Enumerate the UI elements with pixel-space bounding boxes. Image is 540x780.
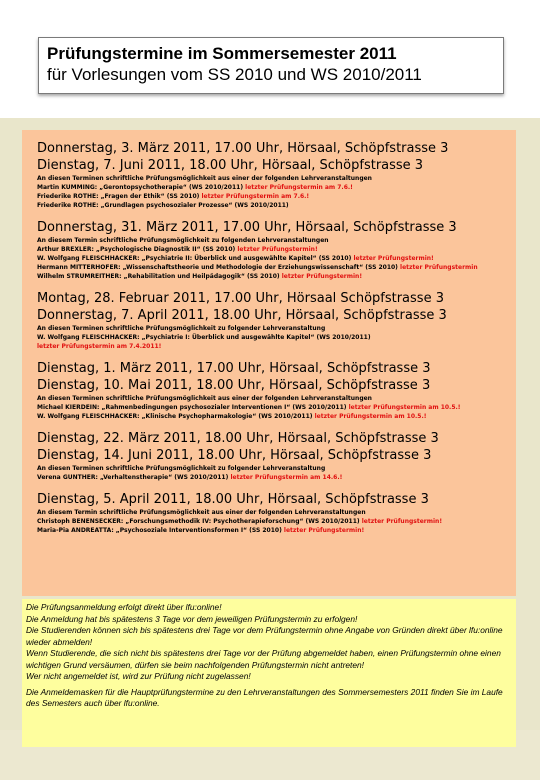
course-line — [37, 333, 516, 342]
course-text: Maria-Pia ANDREATTA: „Psychosoziale Interventionsformen I“ (SS 2010) — [37, 527, 284, 534]
exam-date: Dienstag, 10. Mai 2011, 18.00 Uhr, Hörsaal, Schöpfstrasse 3 — [37, 378, 431, 393]
exam-date: Donnerstag, 31. März 2011, 17.00 Uhr, Hörsaal, Schöpfstrasse 3 — [37, 220, 457, 235]
course-text: Arthur BREXLER: „Psychologische Diagnostik II“ (SS 2010) — [37, 246, 238, 253]
exam-date: Dienstag, 1. März 2011, 17.00 Uhr, Hörsaal, Schöpfstrasse 3 — [37, 361, 431, 376]
section-intro: An diesen Terminen schriftliche Prüfungsmöglichkeit aus einer der folgenden Lehrveranstaltungen — [37, 175, 372, 182]
exam-dates-box — [22, 130, 516, 596]
exam-date: Dienstag, 5. April 2011, 18.00 Uhr, Hörsaal, Schöpfstrasse 3 — [37, 492, 429, 507]
exam-date: Donnerstag, 7. April 2011, 18.00 Uhr, Hörsaal, Schöpfstrasse 3 — [37, 308, 447, 323]
section-intro: An diesem Termin schriftliche Prüfungsmöglichkeit aus einer der folgenden Lehrveranstaltungen — [37, 509, 366, 516]
last-exam-note: letzter Prüfungstermin am 10.5.! — [314, 413, 427, 420]
course-text: Friederike ROTHE: „Grundlagen psychosozialer Prozesse“ (WS 2010/2011) — [37, 202, 289, 209]
last-exam-note: letzter Prüfungstermin! — [237, 246, 318, 253]
exam-date: Donnerstag, 3. März 2011, 17.00 Uhr, Hörsaal, Schöpfstrasse 3 — [37, 141, 449, 156]
exam-date: Dienstag, 22. März 2011, 18.00 Uhr, Hörsaal, Schöpfstrasse 3 — [37, 431, 439, 446]
section-intro: An diesen Terminen schriftliche Prüfungsmöglichkeit zu folgender Lehrveranstaltung — [37, 465, 326, 472]
last-exam-note: letzter Prüfungstermin! — [361, 518, 443, 525]
course-line — [37, 263, 516, 272]
course-line — [37, 245, 516, 254]
course-line — [37, 517, 516, 526]
course-text: Wilhelm STRUMREITHER: „Rehabilitation und Heilpädagogik“ (SS 2010) — [37, 273, 282, 280]
course-line — [37, 403, 516, 412]
registration-notes — [22, 599, 516, 747]
exam-section — [37, 491, 516, 535]
last-exam-note: letzter Prüfungstermin — [400, 264, 478, 271]
course-line — [37, 183, 516, 192]
exam-date: Montag, 28. Februar 2011, 17.00 Uhr, Hörsaal Schöpfstrasse 3 — [37, 291, 444, 306]
course-line — [37, 342, 516, 351]
course-text: Hermann MITTERHOFER: „Wissenschaftstheorie und Methodologie der Erziehungswissenschaft“ (SS 2010) — [37, 264, 401, 271]
exam-section — [37, 360, 516, 421]
course-text: Christoph BENENSECKER: „Forschungsmethodik IV: Psychotherapieforschung“ (WS 2010/2011) — [37, 518, 362, 525]
last-exam-note: letzter Prüfungstermin am 7.4.2011! — [37, 343, 162, 350]
note-line: Wer nicht angemeldet ist, wird zur Prüfung nicht zugelassen! — [26, 671, 251, 681]
exam-section — [37, 290, 516, 351]
exam-section — [37, 219, 516, 281]
exam-date: Dienstag, 14. Juni 2011, 18.00 Uhr, Hörsaal, Schöpfstrasse 3 — [37, 448, 432, 463]
course-line — [37, 272, 516, 281]
exam-date: Dienstag, 7. Juni 2011, 18.00 Uhr, Hörsaal, Schöpfstrasse 3 — [37, 158, 424, 173]
course-text: W. Wolfgang FLEISCHHACKER: „Psychiatrie I: Überblick und ausgewählte Kapitel“ (WS 2010/2011) — [37, 334, 371, 341]
course-text: Verena GUNTHER: „Verhaltenstherapie“ (WS 2010/2011) — [37, 474, 231, 481]
course-line — [37, 201, 516, 210]
section-intro: An diesem Termin schriftliche Prüfungsmöglichkeit zu folgenden Lehrveranstaltungen — [37, 237, 329, 244]
last-exam-note: letzter Prüfungstermin am 10.5.! — [348, 404, 461, 411]
course-line — [37, 526, 516, 535]
section-intro: An diesen Terminen schriftliche Prüfungsmöglichkeit zu folgender Lehrveranstaltung — [37, 325, 326, 332]
course-line — [37, 412, 516, 421]
last-exam-note: letzter Prüfungstermin am 7.6.! — [201, 193, 310, 200]
exam-section — [37, 430, 516, 482]
course-text: Friederike ROTHE: „Fragen der Ethik“ (SS 2010) — [37, 193, 202, 200]
page-title: Prüfungstermine im Sommersemester 2011 — [47, 44, 397, 63]
course-text: Martin KUMMING: „Gerontopsychotherapie“ (WS 2010/2011) — [37, 184, 246, 191]
last-exam-note: letzter Prüfungstermin! — [283, 527, 365, 534]
last-exam-note: letzter Prüfungstermin am 7.6.! — [245, 184, 353, 191]
course-line — [37, 254, 516, 263]
note-line: Die Anmeldung hat bis spätestens 3 Tage vor dem jeweiligen Prüfungstermin zu erfolgen! — [26, 613, 358, 624]
last-exam-note: letzter Prüfungstermin am 14.6.! — [230, 474, 343, 481]
last-exam-note: letzter Prüfungstermin! — [353, 255, 434, 262]
note-line: Wenn Studierende, die sich nicht bis spätestens drei Tage vor der Prüfung abgemeldet haben, einen Prüfungstermin ohne einen wichtigen Grund versäumen, dürfen sie beim nachfolgenden Prüfungstermin nicht antreten! — [26, 648, 501, 670]
course-text: W. Wolfgang FLEISCHHACKER: „Klinische Psychopharmakologie“ (WS 2010/2011) — [37, 413, 315, 420]
course-text: W. Wolfgang FLEISCHHACKER: „Psychiatrie II: Überblick und ausgewählte Kapitel“ (SS 2010) — [37, 255, 354, 262]
course-line — [37, 473, 516, 482]
course-text: Michael KIERDEIN: „Rahmenbedingungen psychosozialer Interventionen I“ (WS 2010/2011) — [37, 404, 349, 411]
page-header — [38, 37, 504, 94]
exam-section — [37, 140, 516, 210]
section-intro: An diesen Terminen schriftliche Prüfungsmöglichkeit aus einer der folgenden Lehrveranstaltungen — [37, 395, 372, 402]
last-exam-note: letzter Prüfungstermin! — [281, 273, 363, 280]
note-line: Die Anmeldemasken für die Hauptprüfungstermine zu den Lehrveranstaltungen des Sommersemesters 2011 finden Sie im Laufe des Semesters auch über lfu:online. — [26, 686, 503, 708]
note-line: Die Studierenden können sich bis spätestens drei Tage vor dem Prüfungstermin ohne Angabe von Gründen direkt über lfu:online wieder abmelden! — [26, 625, 503, 647]
note-line: Die Prüfungsanmeldung erfolgt direkt über lfu:online! — [26, 602, 222, 612]
page-subtitle: für Vorlesungen vom SS 2010 und WS 2010/2011 — [47, 65, 422, 84]
course-line — [37, 192, 516, 201]
